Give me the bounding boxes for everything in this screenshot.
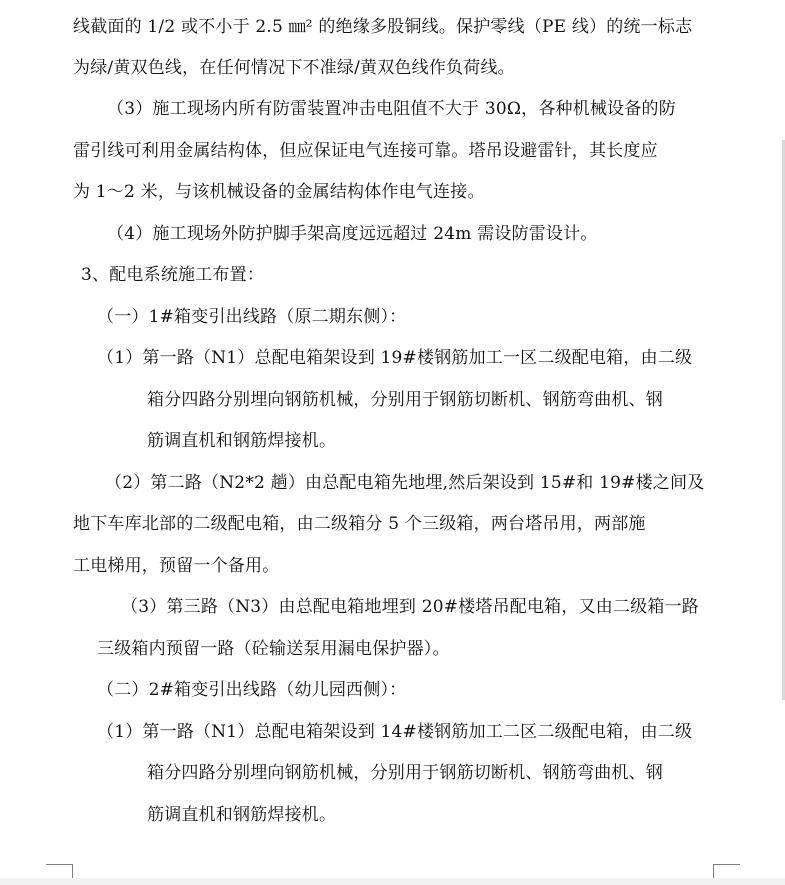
text-line-9: （1）第一路（N1）总配电箱架设到 19#楼钢筋加工一区二级配电箱，由二级 <box>97 348 693 368</box>
page-bottom-gap <box>0 878 785 885</box>
subsection-heading-2: （二）2#箱变引出线路（幼儿园西侧）： <box>97 680 407 700</box>
text-line-4: 雷引线可利用金属结构体，但应保证电气连接可靠。塔吊设避雷针，其长度应 <box>73 141 658 161</box>
text-line-2: 为绿/黄双色线，在任何情况下不准绿/黄双色线作负荷线。 <box>73 58 515 78</box>
section-heading-3: 3、配电系统施工布置： <box>81 265 265 285</box>
text-line-1: 线截面的 1/2 或不小于 2.5 ㎜² 的绝缘多股铜线。保护零线（PE 线）的统一标志 <box>73 17 693 37</box>
text-line-3: （3）施工现场内所有防雷装置冲击电阻值不大于 30Ω，各种机械设备的防 <box>107 99 676 119</box>
text-line-13: 地下车库北部的二级配电箱，由二级箱分 5 个三级箱，两台塔吊用，两部施 <box>73 514 646 534</box>
text-line-10: 箱分四路分别埋向钢筋机械，分别用于钢筋切断机、钢筋弯曲机、钢 <box>147 390 663 410</box>
text-line-14: 工电梯用，预留一个备用。 <box>73 556 280 576</box>
text-line-5: 为 1～2 米，与该机械设备的金属结构体作电气连接。 <box>73 182 485 202</box>
text-line-12: （2）第二路（N2*2 趟）由总配电箱先地埋,然后架设到 15#和 19#楼之间及 <box>105 473 705 493</box>
text-line-20: 筋调直机和钢筋焊接机。 <box>147 805 337 825</box>
text-line-19: 箱分四路分别埋向钢筋机械，分别用于钢筋切断机、钢筋弯曲机、钢 <box>147 763 663 783</box>
text-line-15: （3）第三路（N3）由总配电箱地埋到 20#楼塔吊配电箱，又由二级箱一路 <box>121 597 699 617</box>
text-line-11: 筋调直机和钢筋焊接机。 <box>147 431 337 451</box>
text-line-18: （1）第一路（N1）总配电箱架设到 14#楼钢筋加工二区二级配电箱，由二级 <box>97 722 693 742</box>
text-line-6: （4）施工现场外防护脚手架高度远远超过 24m 需设防雷设计。 <box>107 224 598 244</box>
page-corner-mark-right <box>713 864 740 879</box>
subsection-heading-1: （一）1#箱变引出线路（原二期东侧）： <box>97 307 407 327</box>
page-corner-mark-left <box>46 864 73 879</box>
text-line-16: 三级箱内预留一路（砼输送泵用漏电保护器）。 <box>97 639 450 659</box>
